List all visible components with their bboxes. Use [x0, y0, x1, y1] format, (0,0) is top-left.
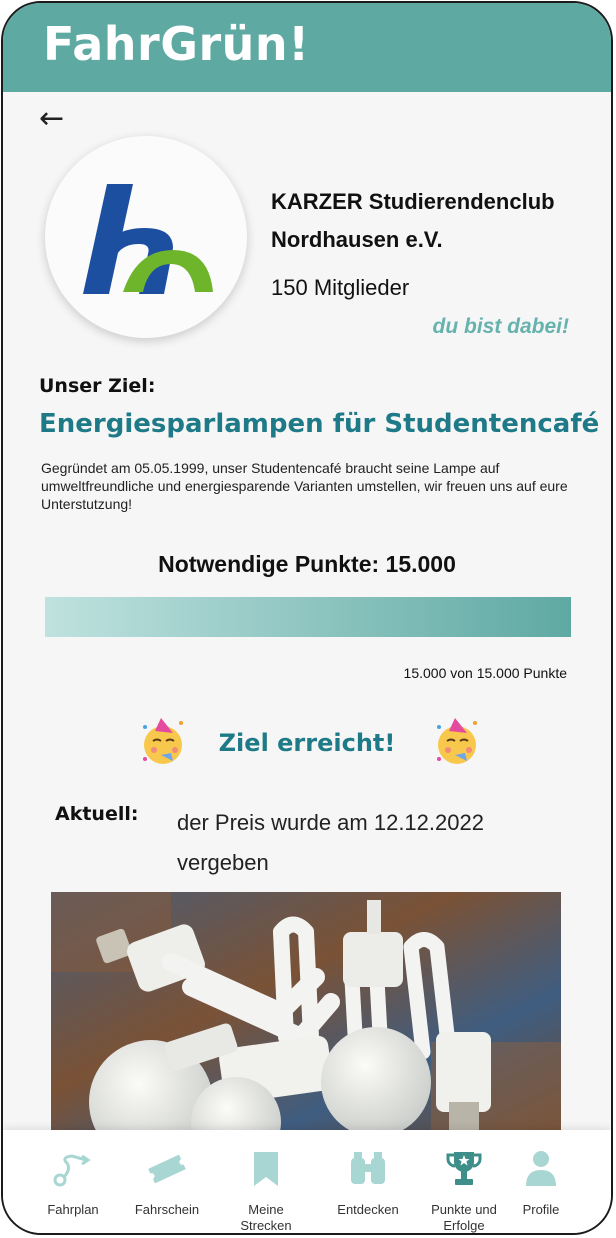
prize-photo	[51, 892, 561, 1142]
nav-label-profile: Profile	[522, 1202, 560, 1217]
nav-label-entdecken: Entdecken	[337, 1202, 399, 1217]
nav-label-meine-strecken: Meine Strecken	[240, 1202, 292, 1233]
progress-bar-fill	[45, 597, 571, 637]
nav-item-entdecken[interactable]	[321, 1130, 415, 1235]
energy-saving-bulbs-image	[51, 892, 561, 1142]
nav-item-punkte-und-erfolge[interactable]	[417, 1130, 511, 1235]
nav-item-profile[interactable]	[507, 1130, 575, 1235]
app-title: FahrGrün!	[43, 17, 310, 71]
club-logo	[45, 136, 247, 338]
route-icon	[52, 1148, 94, 1190]
club-name: KARZER Studierendenclub Nordhausen e.V.	[271, 189, 555, 252]
club-logo-icon	[45, 136, 247, 338]
phone-frame	[1, 1, 613, 1235]
person-icon	[520, 1148, 562, 1190]
goal-description: Gegründet am 05.05.1999, unser Studentencafé braucht seine Lampe auf umweltfreundliche und energiesparende Varianten umstellen, wir freuen uns auf eure Unterstutzung!	[41, 460, 568, 512]
goal-label: Unser Ziel:	[39, 375, 156, 397]
nav-item-fahrschein[interactable]	[119, 1130, 215, 1235]
bookmark-icon	[245, 1148, 287, 1190]
current-label: Aktuell:	[55, 803, 139, 825]
progress-bar	[45, 597, 571, 637]
goal-reached-banner	[3, 715, 611, 775]
nav-item-fahrplan[interactable]	[31, 1130, 115, 1235]
app-header	[3, 3, 611, 92]
required-points: Notwendige Punkte: 15.000	[158, 551, 456, 577]
goal-title: Energiesparlampen für Studentencafé	[39, 409, 600, 439]
goal-reached-text: Ziel erreicht!	[218, 729, 396, 757]
current-text: der Preis wurde am 12.12.2022 vergeben	[177, 810, 484, 875]
binoculars-icon	[347, 1148, 389, 1190]
nav-label-fahrplan: Fahrplan	[47, 1202, 99, 1217]
trophy-icon	[443, 1148, 485, 1190]
member-count: 150 Mitglieder	[271, 275, 410, 300]
nav-label-punkte-und-erfolge: Punkte und Erfolge	[431, 1202, 497, 1233]
ticket-icon	[146, 1148, 188, 1190]
progress-text: 15.000 von 15.000 Punkte	[403, 665, 567, 681]
nav-label-fahrschein: Fahrschein	[134, 1202, 200, 1217]
back-arrow-icon[interactable]: ←	[39, 101, 65, 136]
bottom-navigation	[3, 1130, 611, 1235]
party-face-icon	[433, 715, 483, 767]
nav-item-meine-strecken[interactable]	[221, 1130, 311, 1235]
membership-status: du bist dabei!	[432, 315, 569, 338]
